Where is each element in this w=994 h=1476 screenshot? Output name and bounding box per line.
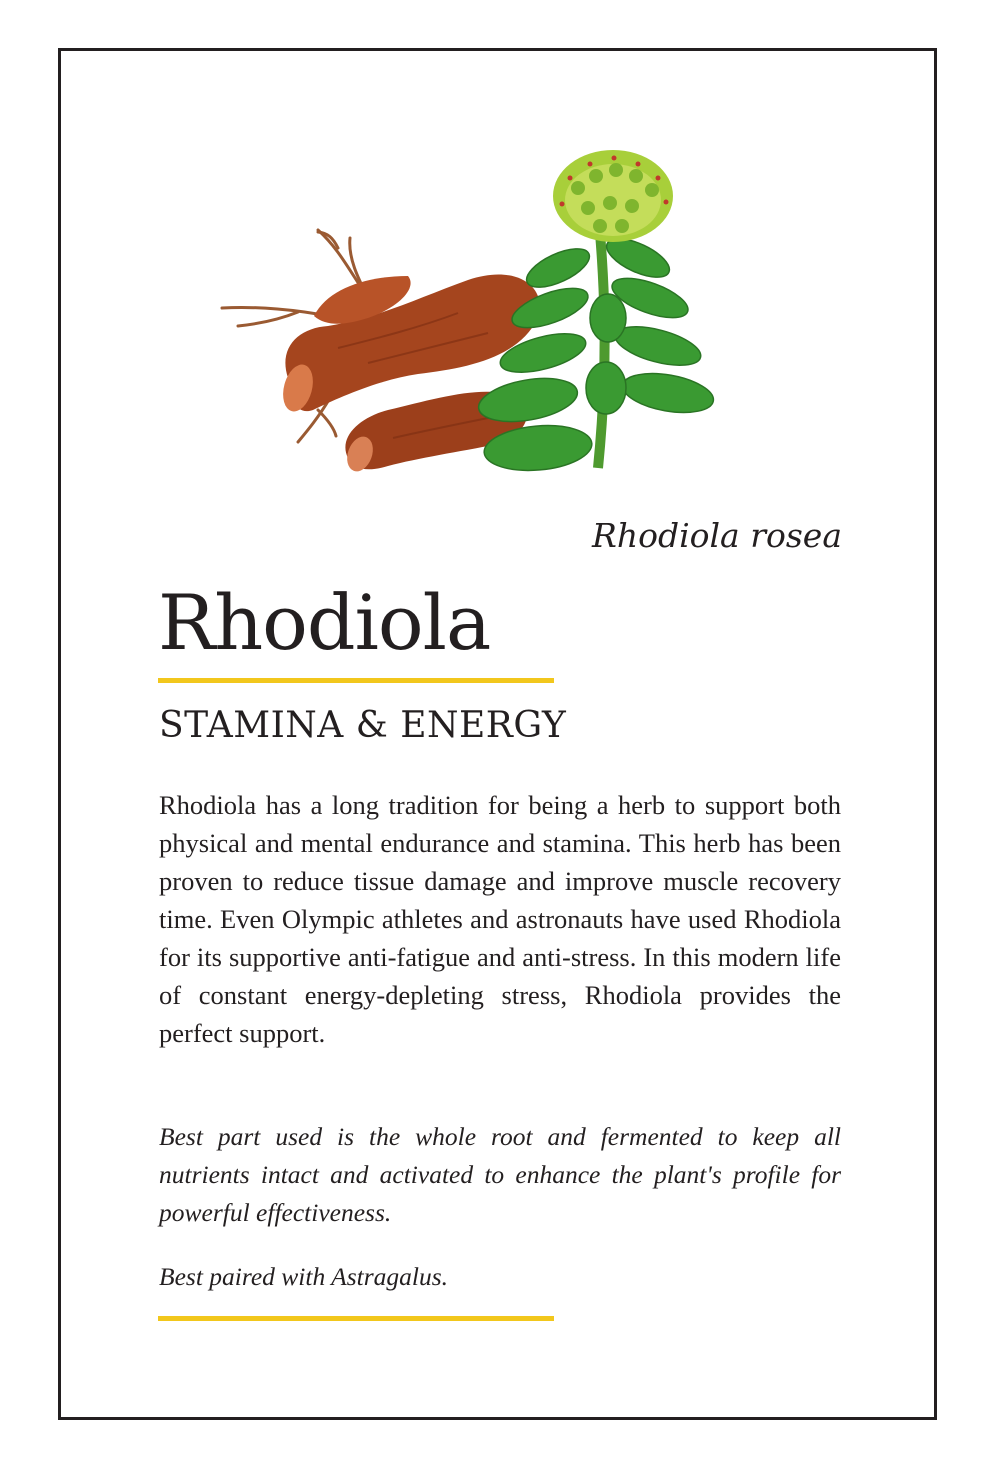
pairing-note: Best paired with Astragalus. (159, 1262, 449, 1291)
usage-note: Best part used is the whole root and fermented to keep all nutrients intact and activated to enhance the plant's profile for powerful effectiveness. (159, 1122, 841, 1227)
benefit-heading: STAMINA & ENERGY (159, 705, 567, 746)
latin-name: Rhodiola rosea (591, 516, 842, 555)
accent-divider-bottom (158, 1316, 554, 1321)
accent-divider-top (158, 678, 554, 683)
rhodiola-illustration (218, 148, 728, 508)
rhodiola-plant-icon (218, 148, 728, 508)
description-paragraph: Rhodiola has a long tradition for being a herb to support both physical and mental endurance and stamina. This herb has been proven to reduce tissue damage and improve muscle recovery time. Even Olympic athletes and astronauts have used Rhodiola for its supportive anti-fatigue and anti-stress. In this modern life of constant energy-depleting stress, Rhodiola provides the perfect support. (159, 790, 841, 1048)
page-title: Rhodiola (158, 578, 491, 667)
